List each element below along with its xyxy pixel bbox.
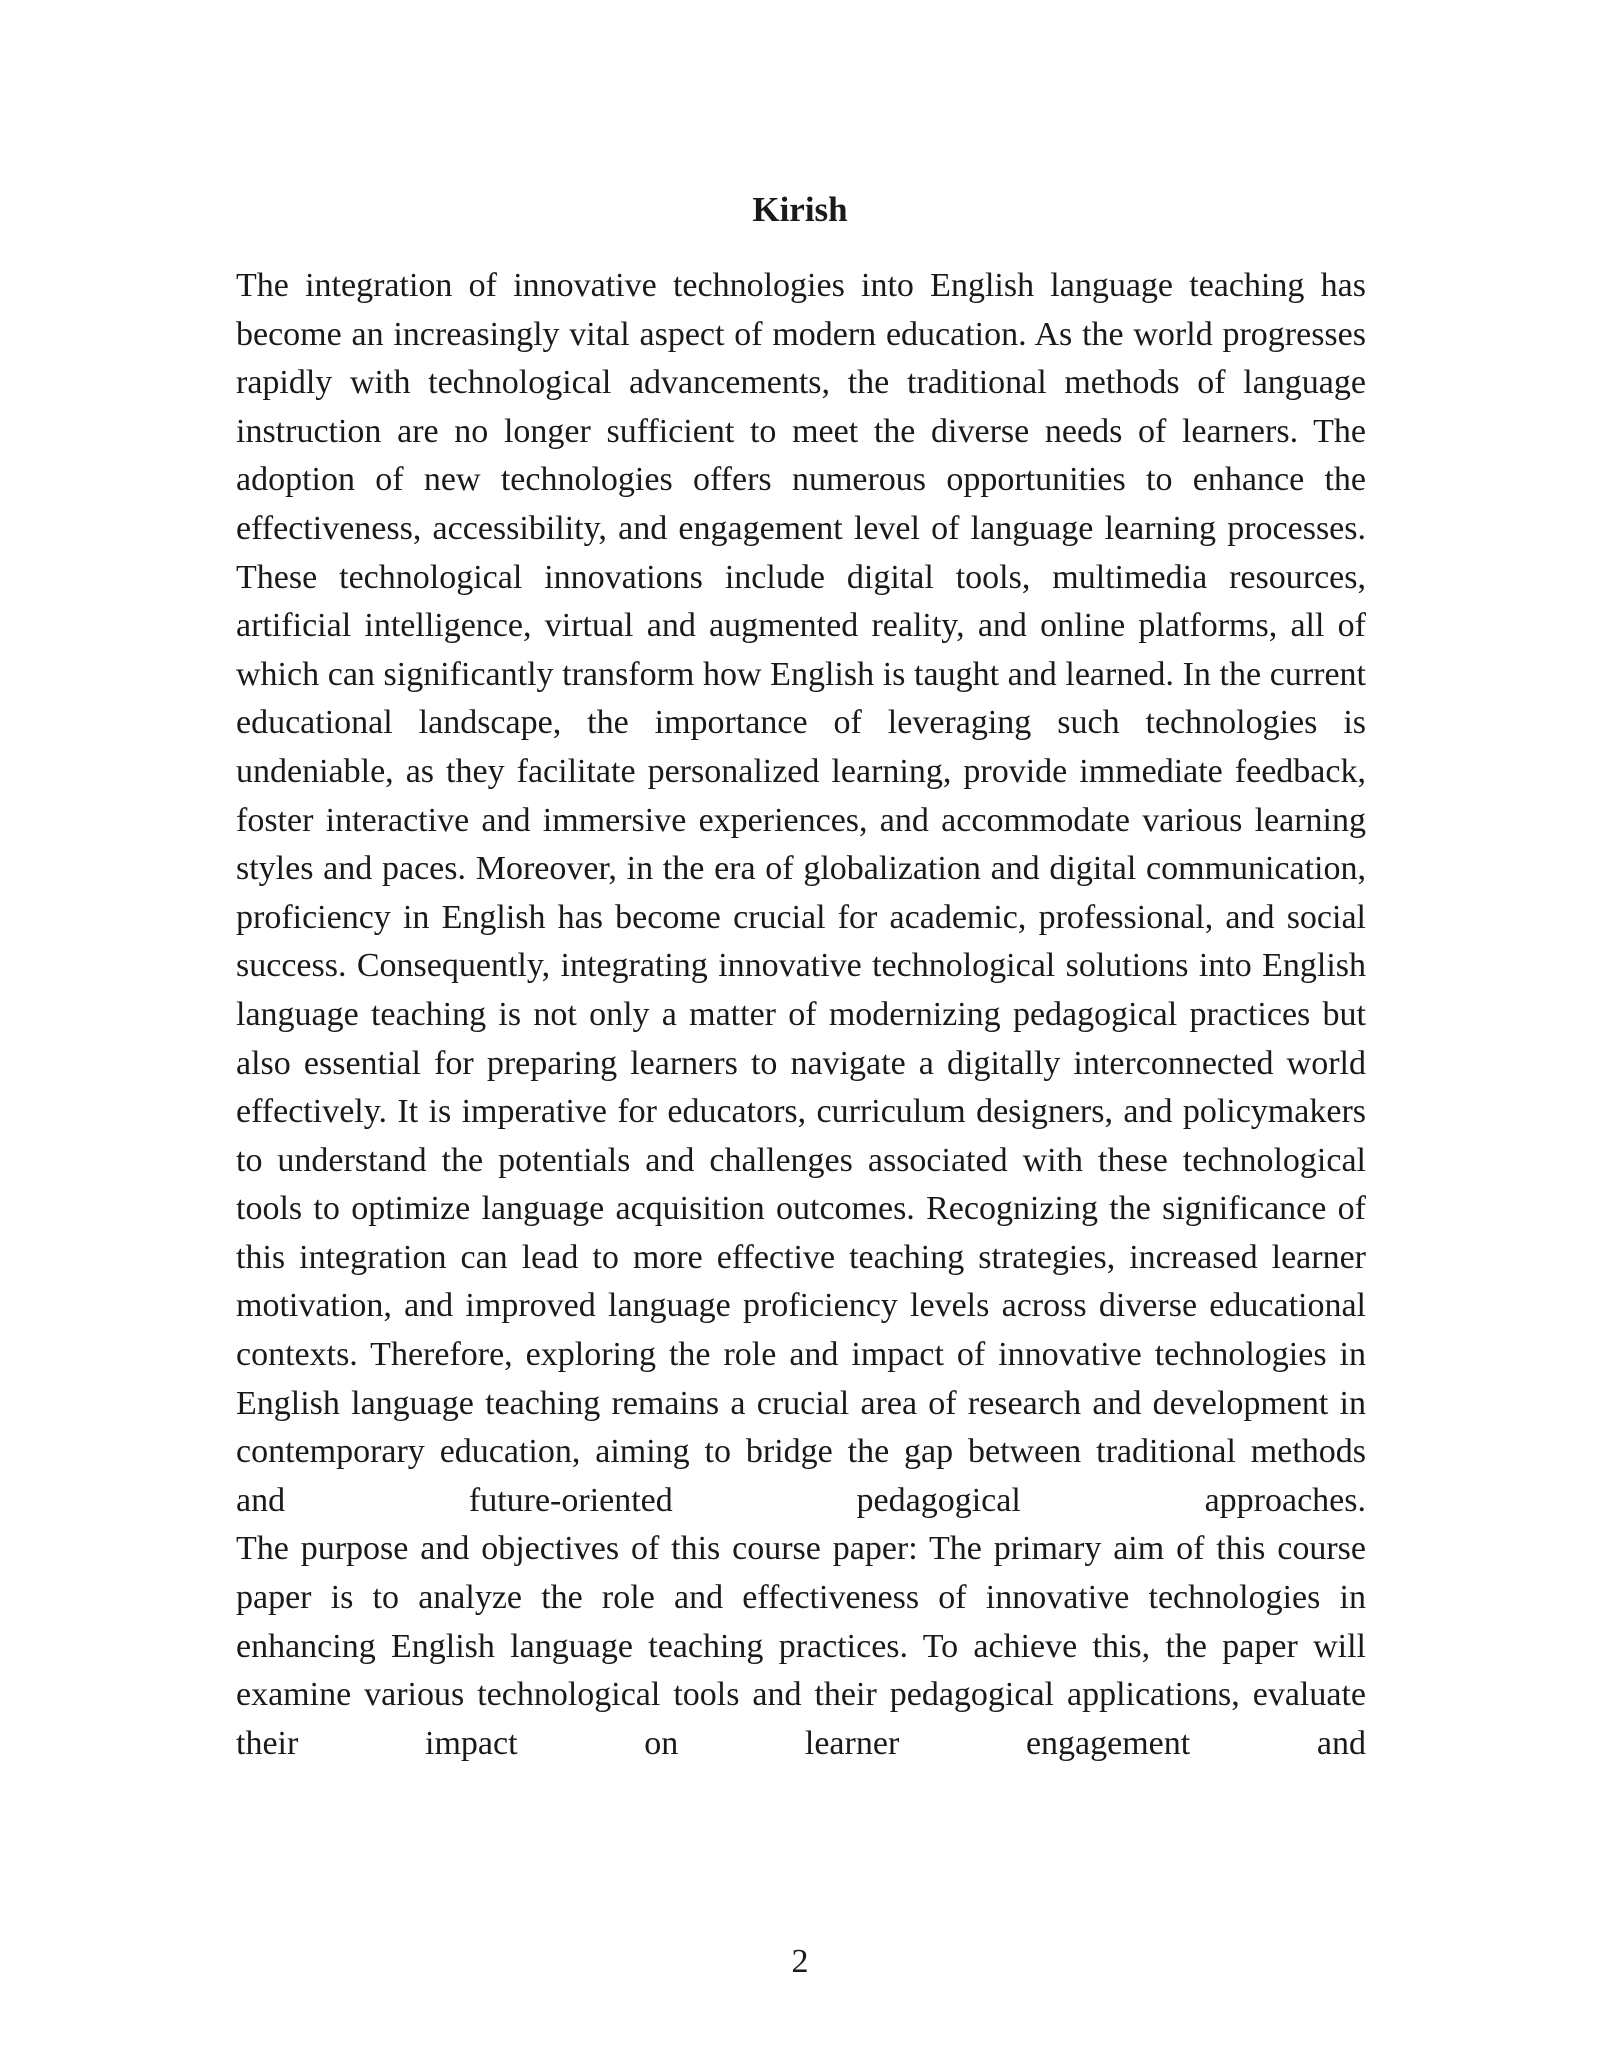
body-text — [236, 262, 1366, 1768]
page-heading: Kirish — [752, 190, 848, 229]
page-number: 2 — [791, 1943, 809, 1980]
paragraph-introduction: The integration of innovative technologies into English language teaching has become an increasingly vital aspect of modern education. As the world progresses rapidly with technological advancements, the traditional methods of language instruction are no longer sufficient to meet the diverse needs of learners. The adoption of new technologies offers numerous opportunities to enhance the effectiveness, accessibility, and engagement level of language learning processes. These technological innovations include digital tools, multimedia resources, artificial intelligence, virtual and augmented reality, and online platforms, all of which can significantly transform how English is taught and learned. In the current educational landscape, the importance of leveraging such technologies is undeniable, as they facilitate personalized learning, provide immediate feedback, foster interactive and immersive experiences, and accommodate various learning styles and paces. Moreover, in the era of globalization and digital communication, proficiency in English has become crucial for academic, professional, and social success. Consequently, integrating innovative technological solutions into English language teaching is not only a matter of modernizing pedagogical practices but also essential for preparing learners to navigate a digitally interconnected world effectively. It is imperative for educators, curriculum designers, and policymakers to understand the potentials and challenges associated with these technological tools to optimize language acquisition outcomes. Recognizing the significance of this integration can lead to more effective teaching strategies, increased learner motivation, and improved language proficiency levels across diverse educational contexts. Therefore, exploring the role and impact of innovative technologies in English language teaching remains a crucial area of research and development in contemporary education, aiming to bridge the gap between traditional methods and future-oriented pedagogical approaches. — [236, 267, 1366, 1519]
paragraph-purpose: The purpose and objectives of this course paper: The primary aim of this course paper is to analyze the role and effectiveness of innovative technologies in enhancing English language teaching practices. To achieve this, the paper will examine various technological tools and their pedagogical applications, evaluate their impact on learner engagement and — [236, 1530, 1366, 1762]
